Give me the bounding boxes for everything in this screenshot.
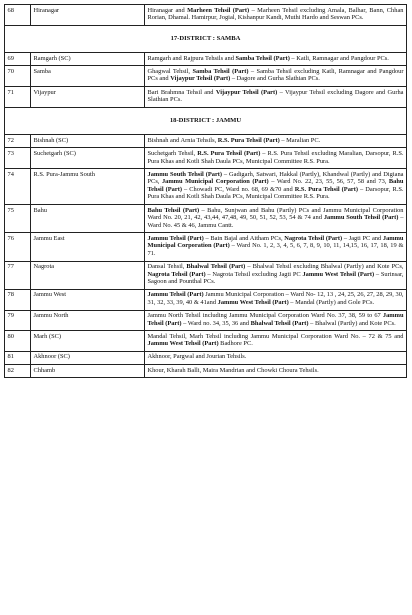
constituency-extent — [145, 310, 407, 331]
tehsil-part-label: Bhalwal Tehsil (Part) — [186, 263, 246, 271]
extent-text: Jammu North Tehsil including Jammu Municipal Corporation Ward No. 37, 38, 59 to 67 — [147, 312, 383, 320]
tehsil-part-label: Jammu Tehsil (Part) — [147, 291, 204, 299]
constituency-number: 77 — [5, 261, 31, 289]
constituency-number: 73 — [5, 148, 31, 169]
constituency-name: Suchetgarh (SC) — [31, 148, 145, 169]
extent-text: – Ward no. 34, 35, 36 and — [181, 319, 251, 327]
extent-text: – Marheen Tehsil excluding Amala, Balhar, Bann, Chhan Rorian, Dhamal. Hamirpur, Jogial, Kishanpur Kandi, Muthi Hardo and Seswan PCs. — [147, 6, 404, 22]
extent-text: Bishnah and Arnia Tehsils, — [147, 136, 218, 144]
extent-text: – Dagore and Gurha Slathian PCs. — [230, 75, 320, 83]
constituency-number: 69 — [5, 53, 31, 66]
constituency-number: 74 — [5, 169, 31, 205]
constituency-row — [5, 53, 407, 66]
tehsil-part-label: Samba Tehsil (Part) — [235, 54, 290, 62]
constituency-row — [5, 66, 407, 87]
constituency-number: 82 — [5, 365, 31, 378]
constituency-extent — [145, 66, 407, 87]
constituency-row — [5, 135, 407, 148]
extent-text: – Bhalwal Tehsil excluding Bhalwal (Partly) and Kote PCs, — [245, 263, 404, 271]
constituency-extent — [145, 148, 407, 169]
constituency-number: 75 — [5, 205, 31, 233]
tehsil-part-label: Nagrota Tehsil (Part) — [284, 234, 343, 242]
extent-text: – Nagrota Tehsil excluding Jagti PC — [205, 270, 303, 278]
tehsil-part-label: Marheen Tehsil (Part) — [187, 6, 250, 14]
constituency-row — [5, 5, 407, 26]
constituency-name: Akhnoor (SC) — [31, 351, 145, 364]
constituency-number: 81 — [5, 351, 31, 364]
constituency-extent — [145, 87, 407, 108]
extent-text: – Mandal (Partly) and Gole PCs. — [288, 298, 375, 306]
extent-text: Dansal Tehsil, — [147, 263, 187, 271]
constituency-extent — [145, 233, 407, 261]
constituency-table — [4, 4, 407, 378]
constituency-row — [5, 365, 407, 378]
tehsil-part-label: Jammu West Tehsil (Part) — [302, 270, 375, 278]
constituency-number: 70 — [5, 66, 31, 87]
extent-text: – R.S. Pura Tehsil excluding Maralian, Darsopur, R.S. Pura Khas and Kotli Shah Daula PCs, Municipal Committee R.S. Pura. — [147, 149, 404, 165]
tehsil-part-label: R.S. Pura Tehsil (Part) — [197, 149, 261, 157]
extent-text: Mandal Tehsil, Marh Tehsil including Jammu Municipal Corporation Ward No. – 72 & 75 and — [147, 332, 404, 340]
constituency-name: R.S. Pura-Jammu South — [31, 169, 145, 205]
tehsil-part-label: R.S. Pura Tehsil (Part) — [217, 136, 280, 144]
constituency-name: Bahu — [31, 205, 145, 233]
tehsil-part-label: Jammu West Tehsil (Part) — [217, 298, 289, 306]
constituency-extent — [145, 365, 407, 378]
constituency-row — [5, 87, 407, 108]
constituency-extent — [145, 135, 407, 148]
tehsil-part-label: Jammu South Tehsil (Part) — [147, 170, 223, 178]
tehsil-part-label: Jammu Tehsil (Part) — [147, 234, 204, 242]
district-heading: 18-DISTRICT : JAMMU — [5, 107, 407, 135]
extent-text: Ghagwal Tehsil, — [147, 67, 193, 75]
tehsil-part-label: Bahu Tehsil (Part) — [147, 206, 200, 214]
extent-text: – Bahu, Sunjwan and Bahu (Partly) PCs and Jammu Municipal Corporation Ward No. 20, 21, 42, 43,44, 47,48, 49, 50, 51, 52, 53, 54 & 74 and — [147, 206, 404, 222]
extent-text: – Katli, Ramnagar and Pangdour PCs. — [289, 54, 389, 62]
extent-text: Ramgarh and Rajpura Tehsils and — [147, 54, 236, 62]
constituency-name: Jammu North — [31, 310, 145, 331]
constituency-extent — [145, 169, 407, 205]
extent-text: Suchetgarh Tehsil, — [147, 149, 198, 157]
constituency-name: Samba — [31, 66, 145, 87]
extent-text: – Jagti PC and — [342, 234, 383, 242]
constituency-name: Chhamb — [31, 365, 145, 378]
constituency-number: 80 — [5, 331, 31, 352]
constituency-extent — [145, 289, 407, 310]
constituency-number: 79 — [5, 310, 31, 331]
extent-text: – Vijaypur Tehsil excluding Dagore and Gurha Slathian PCs. — [147, 88, 404, 104]
extent-text: Hiranagar and — [147, 6, 188, 14]
extent-text: – Darsopur, R.S. Pura Khas and Kotli Shah Daula PCs, Municipal Committee R.S. Pura. — [147, 185, 404, 201]
constituency-number: 68 — [5, 5, 31, 26]
tehsil-part-label: Jammu West Tehsil (Part) — [147, 340, 219, 348]
tehsil-part-label: Samba Tehsil (Part) — [192, 67, 249, 75]
constituency-row — [5, 169, 407, 205]
document-page — [4, 4, 407, 378]
extent-text: Bari Brahmna Tehsil and — [147, 88, 216, 96]
extent-text: – Ward No. 22, 23, 55, 56, 57, 58 and 73, — [268, 178, 389, 186]
extent-text: – Surinsar, Sagoon and Pounthal PCs. — [147, 270, 404, 286]
constituency-row — [5, 289, 407, 310]
extent-text: – Maralian PC. — [279, 136, 321, 144]
extent-text: – Bhalwal (Partly) and Kote PCs. — [308, 319, 396, 327]
extent-text: – Gadigarh, Satwari, Hakkal (Partly), Khandwal (Partly) and Digiana PCs, — [147, 170, 404, 186]
constituency-number: 78 — [5, 289, 31, 310]
constituency-name: Marh (SC) — [31, 331, 145, 352]
constituency-row — [5, 148, 407, 169]
constituency-number: 72 — [5, 135, 31, 148]
constituency-number: 71 — [5, 87, 31, 108]
constituency-extent — [145, 351, 407, 364]
tehsil-part-label: Jammu South Tehsil (Part) — [323, 214, 399, 222]
tehsil-part-label: Vijaypur Tehsil (Part) — [170, 75, 231, 83]
extent-text: Jammu Municipal Corporation – Ward No- 12, 13 , 24, 25, 26, 27, 28, 29, 30, 31, 32, 33, 39, 40 & 41and — [147, 291, 404, 306]
constituency-name: Jammu West — [31, 289, 145, 310]
tehsil-part-label: Jammu Municipal Corporation (Part) — [147, 234, 404, 250]
constituency-extent — [145, 53, 407, 66]
constituency-row — [5, 310, 407, 331]
tehsil-part-label: Bhalwal Tehsil (Part) — [250, 319, 309, 327]
district-heading: 17-DISTRICT : SAMBA — [5, 25, 407, 53]
constituency-row — [5, 351, 407, 364]
tehsil-part-label: Jammu Tehsil (Part) — [147, 312, 404, 327]
extent-text: – Bain Bajal and Aitham PCs, — [203, 234, 285, 242]
constituency-extent — [145, 261, 407, 289]
constituency-number: 76 — [5, 233, 31, 261]
constituency-name: Jammu East — [31, 233, 145, 261]
district-heading-row — [5, 107, 407, 135]
tehsil-part-label: Bahu Tehsil (Part) — [147, 178, 404, 193]
extent-text: Badhore PC. — [218, 340, 253, 348]
tehsil-part-label: Vijaypur Tehsil (Part) — [215, 88, 278, 96]
extent-text: Akhnoor, Pargwal and Jourian Tehsils. — [147, 353, 247, 361]
tehsil-part-label: Nagrota Tehsil (Part) — [147, 270, 206, 278]
constituency-name: Hiranagar — [31, 5, 145, 26]
constituency-extent — [145, 205, 407, 233]
constituency-name: Nagrota — [31, 261, 145, 289]
constituency-row — [5, 261, 407, 289]
extent-text: – Ward No. 45 & 46, Jammu Cantt. — [147, 214, 404, 229]
tehsil-part-label: R.S. Pura Tehsil (Part) — [294, 185, 358, 193]
constituency-extent — [145, 331, 407, 352]
constituency-name: Vijaypur — [31, 87, 145, 108]
constituency-name: Ramgarh (SC) — [31, 53, 145, 66]
constituency-name: Bishnah (SC) — [31, 135, 145, 148]
district-heading-row — [5, 25, 407, 53]
extent-text: – Chowadi PC, Ward no. 68, 69 &70 and — [181, 185, 295, 193]
extent-text: – Samba Tehsil excluding Katli, Ramnagar and Pangdour PCs and — [147, 67, 404, 83]
extent-text: – Ward No. 1, 2, 3, 4, 5, 6, 7, 8, 9, 10, 11, 14,15, 16, 17, 18, 19 & 71. — [147, 242, 404, 257]
constituency-row — [5, 233, 407, 261]
constituency-extent — [145, 5, 407, 26]
constituency-row — [5, 331, 407, 352]
constituency-table-body — [5, 5, 407, 378]
constituency-row — [5, 205, 407, 233]
tehsil-part-label: Jammu Municipal Corporation (Part) — [161, 178, 269, 186]
extent-text: Khour, Kharah Balli, Maira Mandrian and Chowki Choura Tehsils. — [147, 366, 319, 374]
